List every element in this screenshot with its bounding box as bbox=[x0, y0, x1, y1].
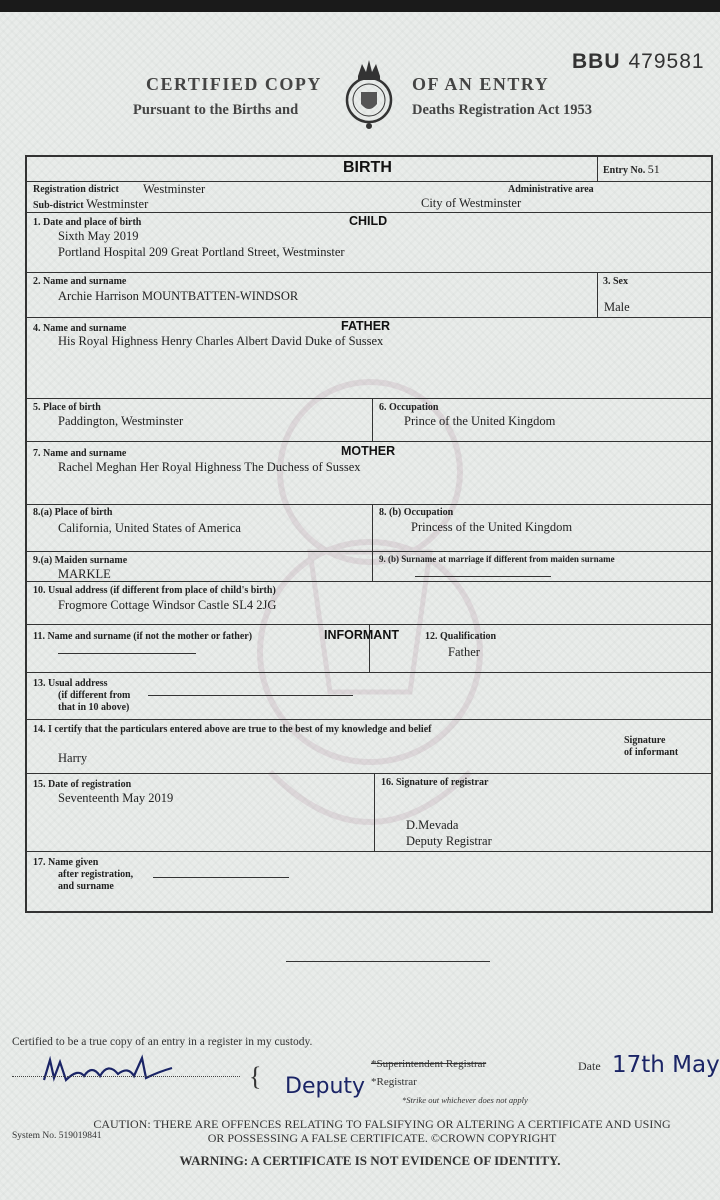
handwritten-date: 17th May bbox=[612, 1052, 720, 1078]
reg-district-value: Westminster bbox=[143, 182, 206, 196]
entry-no: Entry No. 51 bbox=[603, 162, 660, 176]
field-9a-label: 9.(a) Maiden surname bbox=[33, 555, 128, 566]
section-father: FATHER bbox=[341, 319, 391, 333]
birth-entry-form bbox=[25, 155, 713, 913]
field-15-label: 15. Date of registration bbox=[33, 779, 132, 790]
field-13-label: 13. Usual address bbox=[33, 678, 108, 689]
field-13-line3: that in 10 above) bbox=[58, 702, 130, 713]
admin-area-value: City of Westminster bbox=[421, 196, 522, 210]
certificate-sheet bbox=[0, 12, 720, 1200]
date-of-registration: Seventeenth May 2019 bbox=[58, 791, 174, 805]
header-certified-copy: CERTIFIED COPY bbox=[146, 74, 322, 94]
registrar-name: D.Mevada bbox=[406, 818, 459, 832]
field-7-label: 7. Name and surname bbox=[33, 448, 127, 459]
field-5-label: 5. Place of birth bbox=[33, 402, 101, 413]
section-child: CHILD bbox=[349, 214, 388, 228]
brace: { bbox=[249, 1062, 262, 1091]
certificate-serial: BBU 479581 bbox=[572, 50, 705, 73]
birth-title: BIRTH bbox=[343, 159, 392, 176]
admin-area-label: Administrative area bbox=[508, 184, 594, 195]
field-17-line3: and surname bbox=[58, 881, 114, 892]
mother-maiden-surname: MARKLE bbox=[58, 567, 111, 581]
superintendent-registrar-struck: *Superintendent Registrar bbox=[371, 1058, 487, 1070]
child-name: Archie Harrison MOUNTBATTEN-WINDSOR bbox=[58, 289, 299, 303]
field-16-label: 16. Signature of registrar bbox=[381, 777, 489, 788]
mother-occupation: Princess of the United Kingdom bbox=[411, 520, 573, 534]
informant-qualification: Father bbox=[448, 645, 480, 659]
field-1-label: 1. Date and place of birth bbox=[33, 217, 142, 228]
field-4-label: 4. Name and surname bbox=[33, 323, 127, 334]
field-12-label: 12. Qualification bbox=[425, 631, 497, 642]
handwritten-deputy: Deputy bbox=[285, 1074, 366, 1099]
father-name: His Royal Highness Henry Charles Albert David Duke of Sussex bbox=[58, 334, 384, 348]
reg-district-label: Registration district bbox=[33, 184, 119, 195]
father-occupation: Prince of the United Kingdom bbox=[404, 414, 556, 428]
date-of-birth: Sixth May 2019 bbox=[58, 229, 139, 243]
section-mother: MOTHER bbox=[341, 444, 396, 458]
field-17-line2: after registration, bbox=[58, 869, 134, 880]
registrar-label: *Registrar bbox=[371, 1076, 417, 1088]
place-of-birth: Portland Hospital 209 Great Portland Street, Westminster bbox=[58, 245, 345, 259]
field-14-label: 14. I certify that the particulars entered above are true to the best of my knowledge and belief bbox=[33, 724, 432, 735]
sub-district: Sub-district Westminster bbox=[33, 197, 149, 211]
caution-text: CAUTION: THERE ARE OFFENCES RELATING TO FALSIFYING OR ALTERING A CERTIFICATE AND USING OR POSSESSING A FALSE CERTIFICATE. ©CROWN COPYRIGHT bbox=[93, 1117, 671, 1145]
father-place-of-birth: Paddington, Westminster bbox=[58, 414, 184, 428]
field-13-line2: (if different from bbox=[58, 690, 131, 701]
field-8b-label: 8. (b) Occupation bbox=[379, 507, 454, 518]
certified-true-copy-text: Certified to be a true copy of an entry in a register in my custody. bbox=[12, 1036, 313, 1048]
section-informant: INFORMANT bbox=[324, 628, 399, 642]
header-act: Deaths Registration Act 1953 bbox=[412, 102, 593, 118]
date-label: Date bbox=[578, 1059, 601, 1073]
field-17-label: 17. Name given bbox=[33, 857, 99, 868]
system-number: System No. 519019841 bbox=[12, 1131, 102, 1141]
usual-address: Frogmore Cottage Windsor Castle SL4 2JG bbox=[58, 598, 277, 612]
strike-out-note: *Strike out whichever does not apply bbox=[402, 1095, 528, 1105]
warning-text: WARNING: A CERTIFICATE IS NOT EVIDENCE OF IDENTITY. bbox=[179, 1153, 561, 1168]
field-6-label: 6. Occupation bbox=[379, 402, 439, 413]
field-3-label: 3. Sex bbox=[603, 276, 628, 287]
field-2-label: 2. Name and surname bbox=[33, 276, 127, 287]
handwritten-signature-icon bbox=[38, 1050, 178, 1088]
signature-of-informant-label: Signature bbox=[624, 735, 666, 746]
field-10-label: 10. Usual address (if different from place of child's birth) bbox=[33, 585, 276, 596]
child-sex: Male bbox=[604, 300, 630, 314]
field-8a-label: 8.(a) Place of birth bbox=[33, 507, 113, 518]
royal-coat-of-arms-icon bbox=[344, 56, 394, 132]
field-11-label: 11. Name and surname (if not the mother or father) bbox=[33, 631, 253, 642]
field-9b-label: 9. (b) Surname at marriage if different from maiden surname bbox=[379, 554, 615, 564]
header-pursuant: Pursuant to the Births and bbox=[133, 102, 299, 118]
mother-place-of-birth: California, United States of America bbox=[58, 521, 241, 535]
registrar-title: Deputy Registrar bbox=[406, 834, 492, 848]
blank-line bbox=[286, 961, 490, 962]
mother-name: Rachel Meghan Her Royal Highness The Duchess of Sussex bbox=[58, 460, 361, 474]
signature-of-informant-label2: of informant bbox=[624, 747, 679, 758]
informant-signature: Harry bbox=[58, 751, 88, 765]
header-of-an-entry: OF AN ENTRY bbox=[412, 74, 550, 94]
